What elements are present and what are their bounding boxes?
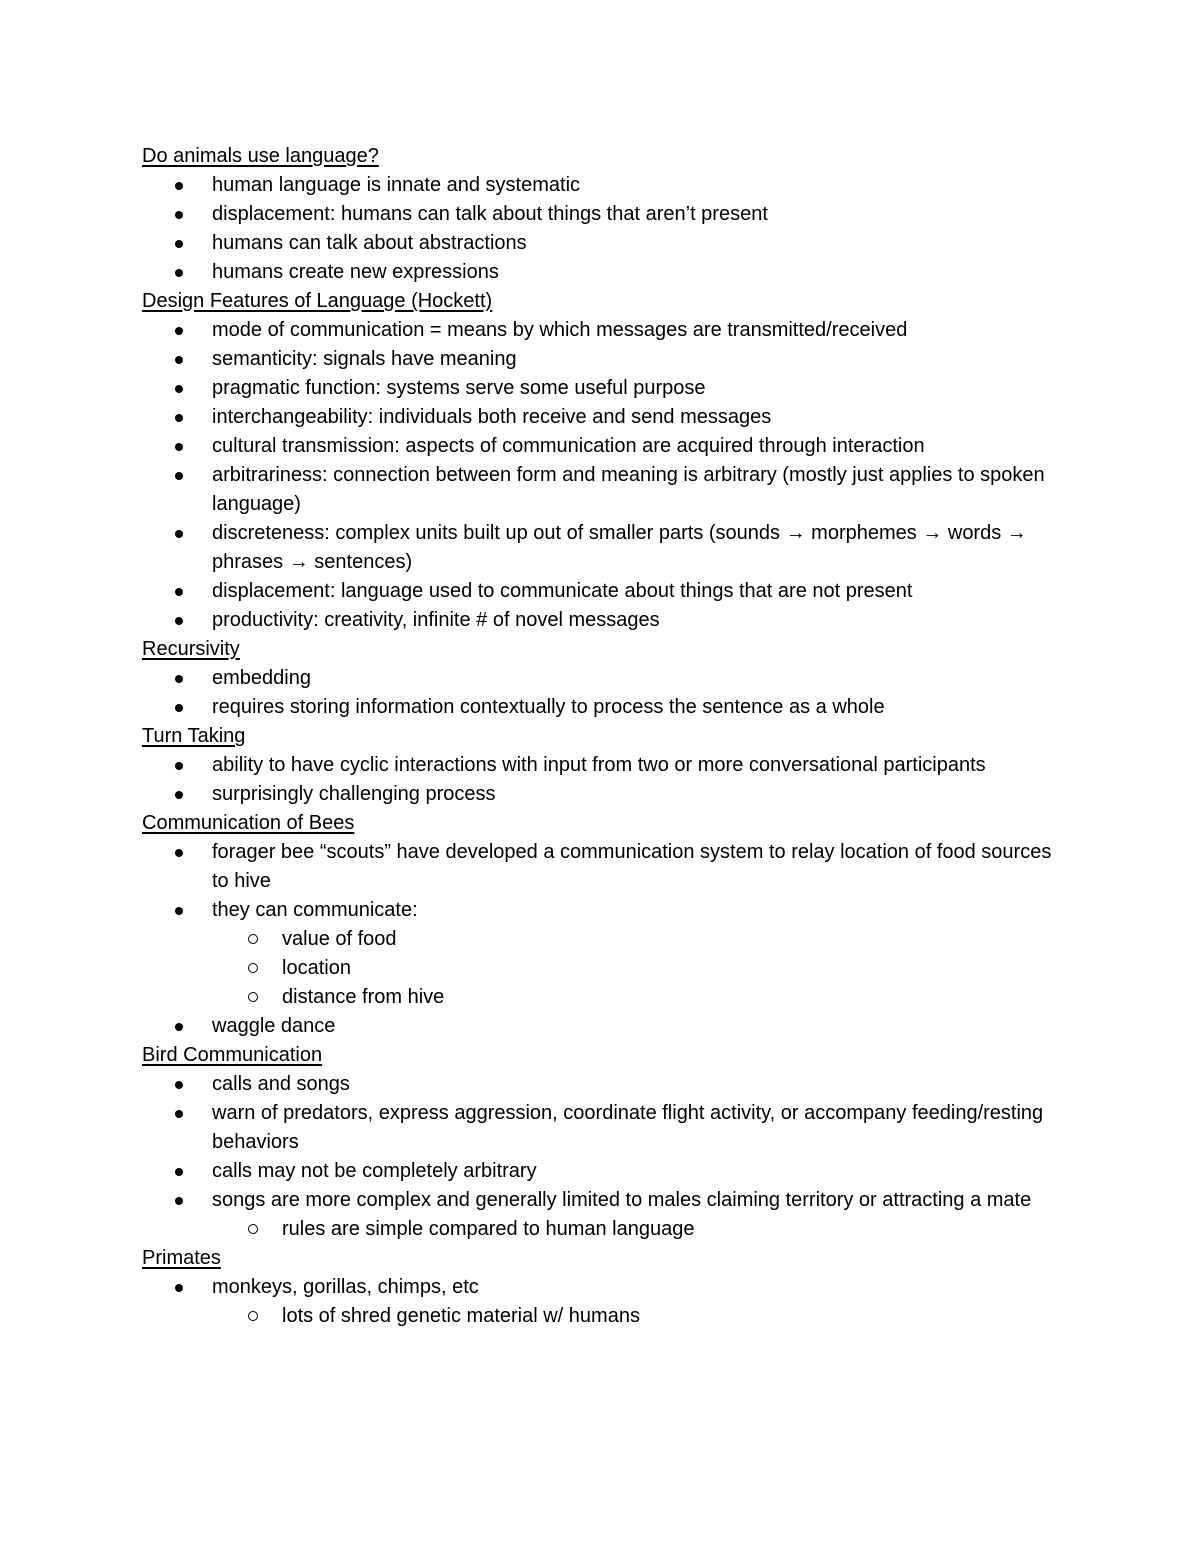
list-item bbox=[142, 838, 1062, 896]
list-item-text: forager bee “scouts” have developed a communication system to relay location of food sources to hive bbox=[212, 841, 1052, 892]
list-item-text: productivity: creativity, infinite # of novel messages bbox=[212, 609, 660, 631]
bullet-icon bbox=[175, 182, 183, 190]
bullet-icon bbox=[175, 617, 183, 625]
sub-list bbox=[212, 1302, 1062, 1331]
list-item bbox=[142, 374, 1062, 403]
bullet-icon bbox=[175, 240, 183, 248]
bullet-icon bbox=[175, 443, 183, 451]
sub-list-item-text: location bbox=[282, 957, 351, 979]
list-item bbox=[142, 461, 1062, 519]
bullet-icon bbox=[175, 211, 183, 219]
bullet-icon bbox=[175, 1168, 183, 1176]
list-item bbox=[142, 1157, 1062, 1186]
bullet-icon bbox=[175, 704, 183, 712]
bullet-icon bbox=[175, 414, 183, 422]
sub-list-item bbox=[212, 983, 1062, 1012]
list-item bbox=[142, 316, 1062, 345]
list-item-text: calls and songs bbox=[212, 1073, 350, 1095]
bullet-icon bbox=[175, 356, 183, 364]
sub-list-item-text: lots of shred genetic material w/ humans bbox=[282, 1305, 640, 1327]
list-item-text: cultural transmission: aspects of communication are acquired through interaction bbox=[212, 435, 925, 457]
hollow-bullet-icon bbox=[248, 963, 258, 973]
bullet-icon bbox=[175, 269, 183, 277]
list-item bbox=[142, 1186, 1062, 1244]
sub-list-item-text: distance from hive bbox=[282, 986, 445, 1008]
hollow-bullet-icon bbox=[248, 934, 258, 944]
bullet-list bbox=[142, 664, 1062, 722]
bullet-list bbox=[142, 1070, 1062, 1244]
list-item-text: displacement: humans can talk about things that aren’t present bbox=[212, 203, 768, 225]
bullet-icon bbox=[175, 588, 183, 596]
list-item-text: arbitrariness: connection between form and meaning is arbitrary (mostly just applies to spoken language) bbox=[212, 464, 1045, 515]
list-item bbox=[142, 896, 1062, 1012]
sub-list-item-text: value of food bbox=[282, 928, 397, 950]
bullet-list bbox=[142, 316, 1062, 635]
list-item bbox=[142, 606, 1062, 635]
bullet-list bbox=[142, 751, 1062, 809]
sub-list-item bbox=[212, 1215, 1062, 1244]
bullet-icon bbox=[175, 762, 183, 770]
bullet-icon bbox=[175, 1081, 183, 1089]
list-item bbox=[142, 1273, 1062, 1331]
list-item-text: they can communicate: bbox=[212, 899, 418, 921]
sub-list-item bbox=[212, 1302, 1062, 1331]
section-heading: Design Features of Language (Hockett) bbox=[142, 290, 493, 312]
list-item-text: embedding bbox=[212, 667, 311, 689]
sub-list bbox=[212, 1215, 1062, 1244]
list-item bbox=[142, 1012, 1062, 1041]
bullet-icon bbox=[175, 907, 183, 915]
list-item-text: humans can talk about abstractions bbox=[212, 232, 527, 254]
bullet-icon bbox=[175, 472, 183, 480]
sub-list bbox=[212, 925, 1062, 1012]
sub-list-item-text: rules are simple compared to human language bbox=[282, 1218, 695, 1240]
bullet-icon bbox=[175, 327, 183, 335]
section-heading: Recursivity bbox=[142, 638, 240, 660]
bullet-icon bbox=[175, 1023, 183, 1031]
hollow-bullet-icon bbox=[248, 1224, 258, 1234]
list-item bbox=[142, 345, 1062, 374]
list-item bbox=[142, 258, 1062, 287]
list-item-text: waggle dance bbox=[212, 1015, 336, 1037]
list-item-text: humans create new expressions bbox=[212, 261, 499, 283]
list-item bbox=[142, 200, 1062, 229]
bullet-icon bbox=[175, 675, 183, 683]
section-heading: Primates bbox=[142, 1247, 221, 1269]
list-item bbox=[142, 1070, 1062, 1099]
bullet-list bbox=[142, 171, 1062, 287]
section-heading: Communication of Bees bbox=[142, 812, 355, 834]
hollow-bullet-icon bbox=[248, 992, 258, 1002]
list-item bbox=[142, 432, 1062, 461]
list-item bbox=[142, 229, 1062, 258]
list-item-text: calls may not be completely arbitrary bbox=[212, 1160, 537, 1182]
sub-list-item bbox=[212, 954, 1062, 983]
bullet-icon bbox=[175, 849, 183, 857]
list-item-text: displacement: language used to communicate about things that are not present bbox=[212, 580, 913, 602]
bullet-list bbox=[142, 838, 1062, 1041]
list-item bbox=[142, 171, 1062, 200]
bullet-icon bbox=[175, 1197, 183, 1205]
list-item-text: interchangeability: individuals both receive and send messages bbox=[212, 406, 772, 428]
list-item-text: warn of predators, express aggression, coordinate flight activity, or accompany feeding/resting behaviors bbox=[212, 1102, 1044, 1153]
section-heading: Bird Communication bbox=[142, 1044, 323, 1066]
bullet-list bbox=[142, 1273, 1062, 1331]
list-item-text: ability to have cyclic interactions with input from two or more conversational participants bbox=[212, 754, 986, 776]
bullet-icon bbox=[175, 1110, 183, 1118]
list-item bbox=[142, 664, 1062, 693]
list-item bbox=[142, 519, 1062, 577]
sub-list-item bbox=[212, 925, 1062, 954]
hollow-bullet-icon bbox=[248, 1311, 258, 1321]
list-item bbox=[142, 693, 1062, 722]
bullet-icon bbox=[175, 1284, 183, 1292]
list-item-text: discreteness: complex units built up out of smaller parts (sounds → morphemes → words → phrases → sentences) bbox=[212, 522, 1027, 573]
list-item-text: requires storing information contextually to process the sentence as a whole bbox=[212, 696, 885, 718]
list-item bbox=[142, 1099, 1062, 1157]
list-item-text: human language is innate and systematic bbox=[212, 174, 581, 196]
list-item-text: mode of communication = means by which messages are transmitted/received bbox=[212, 319, 908, 341]
bullet-icon bbox=[175, 791, 183, 799]
list-item-text: songs are more complex and generally limited to males claiming territory or attracting a mate bbox=[212, 1189, 1032, 1211]
section-heading: Turn Taking bbox=[142, 725, 246, 747]
section-heading: Do animals use language? bbox=[142, 145, 379, 167]
bullet-icon bbox=[175, 530, 183, 538]
list-item bbox=[142, 751, 1062, 780]
list-item-text: surprisingly challenging process bbox=[212, 783, 496, 805]
document-body bbox=[142, 142, 1062, 1331]
list-item bbox=[142, 577, 1062, 606]
bullet-icon bbox=[175, 385, 183, 393]
list-item bbox=[142, 780, 1062, 809]
list-item-text: monkeys, gorillas, chimps, etc bbox=[212, 1276, 479, 1298]
list-item-text: pragmatic function: systems serve some useful purpose bbox=[212, 377, 706, 399]
list-item-text: semanticity: signals have meaning bbox=[212, 348, 517, 370]
list-item bbox=[142, 403, 1062, 432]
